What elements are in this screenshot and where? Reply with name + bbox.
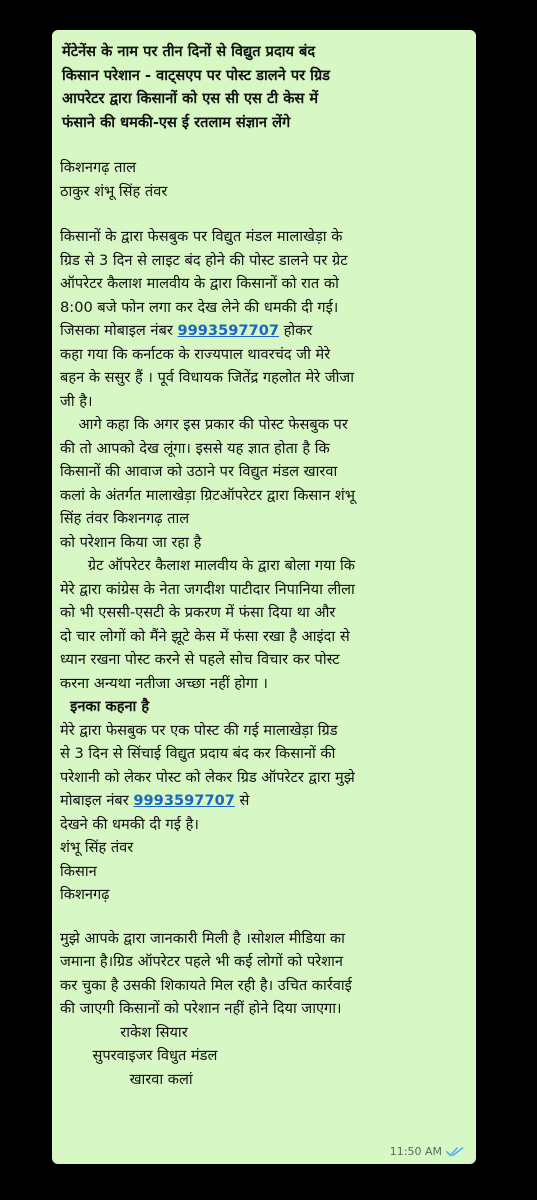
body-line: सिंह तंवर किशनगढ़ ताल <box>60 510 190 527</box>
location-text: किशनगढ़ ताल <box>60 159 137 176</box>
signature-line: सुपरवाइजर विधुत मंडल <box>60 1047 218 1064</box>
body-line: किसानों की आवाज को उठाने पर विद्युत मंडल खारवा <box>60 463 338 480</box>
message-bubble[interactable] <box>52 30 476 1164</box>
double-check-icon <box>446 1146 464 1157</box>
phone-link[interactable]: 9993597707 <box>133 792 235 809</box>
phone-link[interactable]: 9993597707 <box>177 322 280 339</box>
body-text: से <box>234 792 250 809</box>
body-line: ध्यान रखना पोस्ट करने से पहले सोच विचार कर पोस्ट <box>60 651 340 668</box>
body-line: ग्रिड से 3 दिन से लाइट बंद होने की पोस्ट डालने पर ग्रेट <box>60 251 348 269</box>
body-text: जिसका मोबाइल नंबर <box>60 322 178 339</box>
signature-line: खारवा कलां <box>60 1070 193 1088</box>
body-line: से 3 दिन से सिंचाई विद्युत प्रदाय बंद कर किसानों की <box>60 745 336 762</box>
signature-line: राकेश सियार <box>60 1023 188 1041</box>
headline <box>60 40 466 134</box>
body-line: मेरे द्वारा कांग्रेस के नेता जगदीश पाटीदार निपानिया लीला <box>60 580 355 598</box>
body-line: कहा गया कि कर्नाटक के राज्यपाल थावरचंद जी मेरे <box>60 345 331 363</box>
body-line: ऑपरेटर कैलाश मालवीय के द्वारा किसानों को रात को <box>60 275 339 292</box>
body-line <box>60 789 466 813</box>
headline-line: फंसाने की धमकी-एस ई रतलाम संज्ञान लेंगे <box>62 113 291 131</box>
body-text: मोबाइल नंबर <box>60 792 134 809</box>
body-line: शंभू सिंह तंवर <box>60 839 134 856</box>
body-line: परेशानी को लेकर पोस्ट को लेकर ग्रिड ऑपरेटर द्वारा मुझे <box>60 768 355 786</box>
body-line: की जाएगी किसानों को परेशान नहीं होने दिया जाएगा। <box>60 1000 342 1017</box>
body-line: मुझे आपके द्वारा जानकारी मिली है ।सोशल मीडिया का <box>60 929 345 947</box>
message-meta <box>390 1145 464 1158</box>
body-line: जमाना है।ग्रिड ऑपरेटर पहले भी कई लोगों को परेशान <box>60 953 344 970</box>
body-line: कलां के अंतर्गत मालाखेड़ा ग्रिटऑपरेटर द्वारा किसान शंभू <box>60 486 355 504</box>
body-line: दो चार लोगों को मैंने झूटे केस में फंसा रखा है आइंदा से <box>60 627 350 645</box>
body-line: किसानों के द्वारा फेसबुक पर विद्युत मंडल मालाखेड़ा के <box>60 228 343 245</box>
body-line: देखने की धमकी दी गई है। <box>60 815 199 833</box>
body-line: किशनगढ़ <box>60 886 110 903</box>
body-line: बहन के ससुर हैं । पूर्व विधायक जितेंद्र गहलोत मेरे जीजा <box>60 369 355 386</box>
body-line: किसान <box>60 862 97 880</box>
body-line: आगे कहा कि अगर इस प्रकार की पोस्ट फेसबुक पर <box>60 416 348 433</box>
body-line: की तो आपको देख लूंगा। इससे यह ज्ञात होता है कि <box>60 439 330 457</box>
subheading: इनका कहना है <box>60 698 150 715</box>
headline-line: आपरेटर द्वारा किसानों को एस सी एस टी केस में <box>62 90 319 107</box>
message-time: 11:50 AM <box>389 1145 442 1158</box>
body-line <box>60 319 466 343</box>
body-line: को परेशान किया जा रहा है <box>60 533 202 551</box>
body-line: 8:00 बजे फोन लगा कर देख लेने की धमकी दी गई। <box>60 298 339 316</box>
body-line: को भी एससी-एसटी के प्रकरण में फंसा दिया था और <box>60 604 336 621</box>
body-text: होकर <box>279 322 313 339</box>
headline-line: मेंटेनेंस के नाम पर तीन दिनों से विद्युत प्रदाय बंद <box>62 43 316 60</box>
body-line: जी है। <box>60 392 93 410</box>
body-line: ग्रेट ऑपरेटर कैलाश मालवीय के द्वारा बोला गया कि <box>60 557 355 574</box>
reporter-name: ठाकुर शंभू सिंह तंवर <box>60 182 168 200</box>
body-line: करना अन्यथा नतीजा अच्छा नहीं होगा । <box>60 674 268 692</box>
body-line: मेरे द्वारा फेसबुक पर एक पोस्ट की गई मालाखेड़ा ग्रिड <box>60 721 338 739</box>
body-line: कर चुका है उसकी शिकायते मिल रही है। उचित कार्रवाई <box>60 976 352 994</box>
headline-line: किसान परेशान - वाट्सएप पर पोस्ट डालने पर ग्रिड <box>62 66 330 84</box>
